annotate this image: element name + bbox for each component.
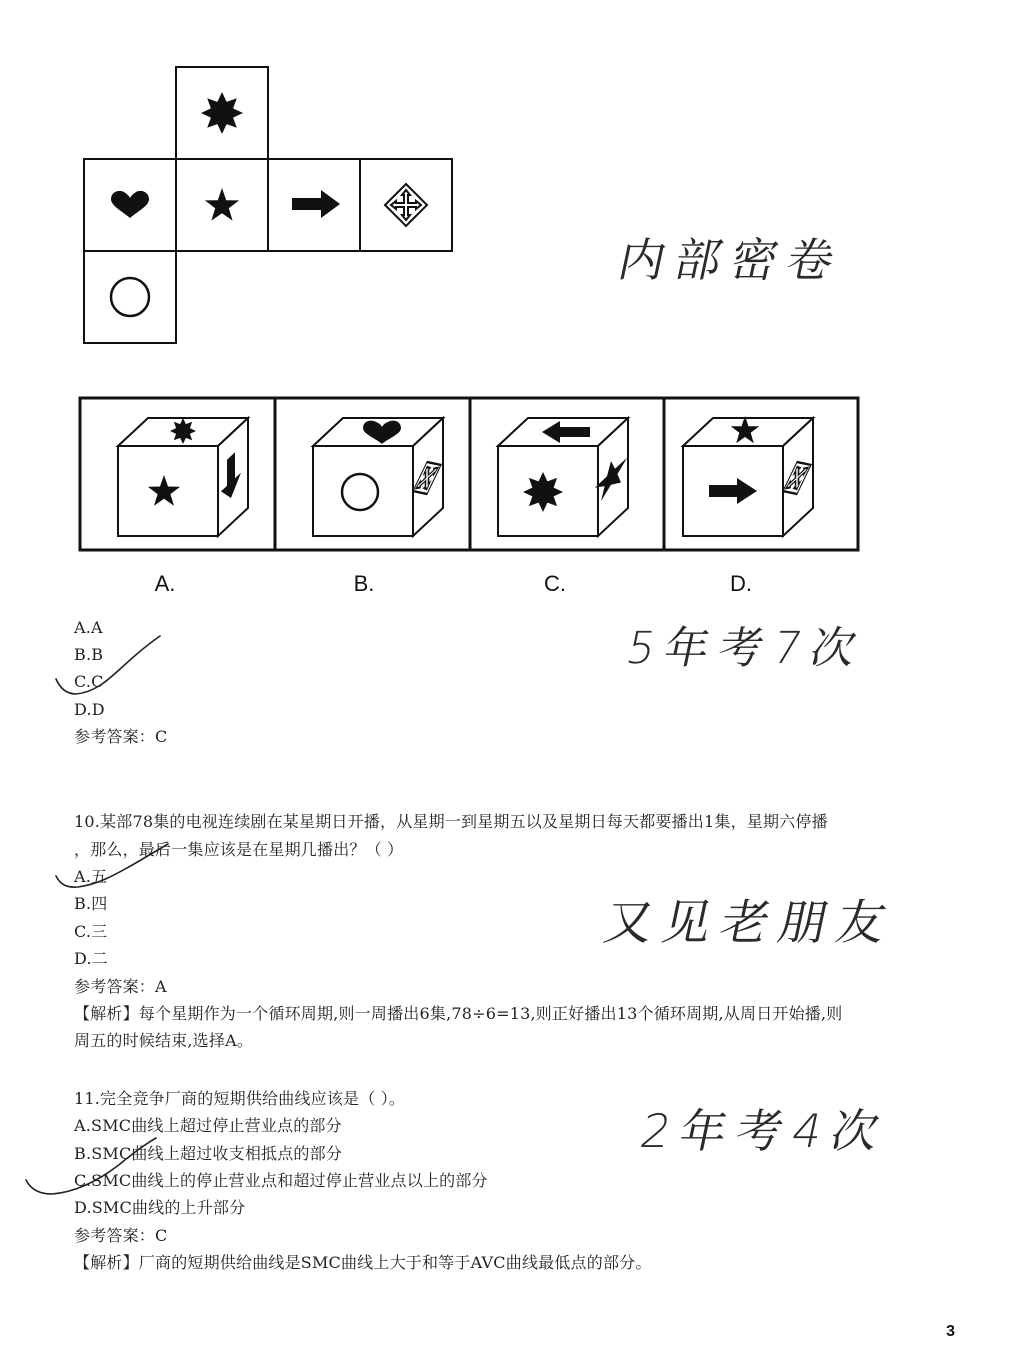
q11-analysis: 【解析】厂商的短期供给曲线是SMC曲线上大于和等于AVC曲线最低点的部分。 xyxy=(74,1253,652,1272)
q10-option-c[interactable]: C.三 xyxy=(74,922,108,941)
q10-stem-line2: ，那么，最后一集应该是在星期几播出？（ ） xyxy=(74,840,404,859)
q11-option-c[interactable]: C.SMC曲线上的停止营业点和超过停止营业点以上的部分 xyxy=(74,1171,488,1190)
q10-analysis-line2: 周五的时候结束,选择A。 xyxy=(74,1031,254,1050)
page-number: 3 xyxy=(946,1323,955,1340)
q10-answer: 参考答案：A xyxy=(74,977,167,996)
cube-net-figure xyxy=(80,62,460,347)
cube-option-d xyxy=(683,416,813,536)
cube-option-a xyxy=(118,418,248,536)
q11-answer: 参考答案：C xyxy=(74,1226,168,1245)
q10-option-a[interactable]: A.五 xyxy=(74,867,108,886)
handwritten-note: 5年考7次 xyxy=(621,623,871,674)
burst-star-icon xyxy=(170,418,196,444)
q10-option-b[interactable]: B.四 xyxy=(74,894,108,913)
burst-star-icon xyxy=(523,472,563,512)
burst-star-icon xyxy=(201,92,243,134)
q10-analysis-line1: 【解析】每个星期作为一个循环周期,则一周播出6集,78÷6=13,则正好播出13个循环周期,从周日开始播,则 xyxy=(74,1004,843,1023)
figure-label-d: D. xyxy=(730,571,752,596)
figure-label-a: A. xyxy=(154,571,176,596)
handwritten-note: 内部密卷 xyxy=(613,233,850,287)
q11-option-d[interactable]: D.SMC曲线的上升部分 xyxy=(74,1198,246,1217)
option-cubes-figure xyxy=(78,396,862,556)
cube-option-c xyxy=(498,418,628,536)
q9-option-a[interactable]: A.A xyxy=(74,618,103,637)
q9-option-b[interactable]: B.B xyxy=(74,645,104,664)
q11-option-b[interactable]: B.SMC曲线上超过收支相抵点的部分 xyxy=(74,1144,343,1163)
handwritten-note: 又见老朋友 xyxy=(599,895,902,951)
q10-stem-line1: 10.某部78集的电视连续剧在某星期日开播，从星期一到星期五以及星期日每天都要播出1集，星期六停播 xyxy=(74,812,828,831)
q10-option-d[interactable]: D.二 xyxy=(74,949,108,968)
figure-label-c: C. xyxy=(544,571,566,596)
cube-option-b xyxy=(313,418,443,536)
q9-answer: 参考答案：C xyxy=(74,727,168,746)
handwritten-note: 2年考4次 xyxy=(635,1104,894,1158)
q9-option-d[interactable]: D.D xyxy=(74,700,105,719)
q11-option-a[interactable]: A.SMC曲线上超过停止营业点的部分 xyxy=(74,1116,342,1135)
q11-stem: 11.完全竞争厂商的短期供给曲线应该是（ ）。 xyxy=(74,1089,406,1108)
check-mark xyxy=(56,636,160,694)
figure-label-b: B. xyxy=(353,571,375,596)
q9-option-c[interactable]: C.C xyxy=(74,672,104,691)
